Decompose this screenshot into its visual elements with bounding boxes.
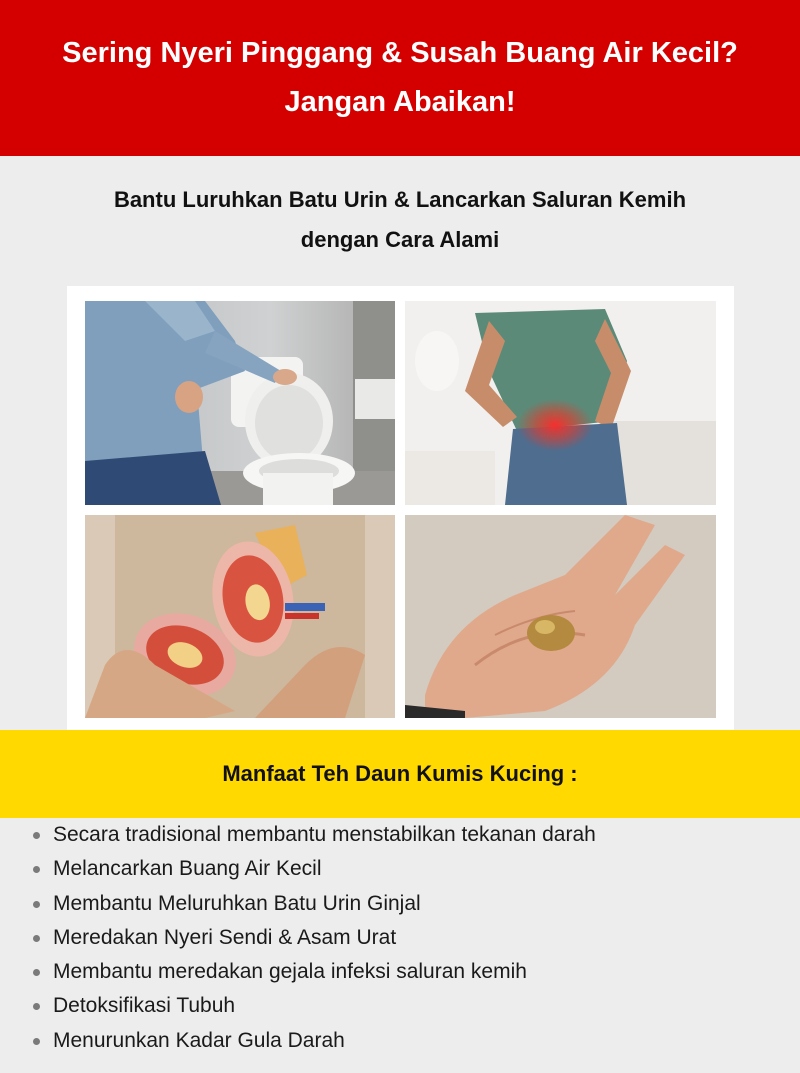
toilet-discomfort-photo <box>85 301 395 505</box>
hero-title-line-2: Jangan Abaikan! <box>284 86 516 118</box>
kidney-model-photo <box>85 515 395 718</box>
bullet-icon <box>33 1003 40 1010</box>
benefit-item <box>0 1024 596 1058</box>
benefit-text: Meredakan Nyeri Sendi & Asam Urat <box>53 925 397 949</box>
benefit-item <box>0 989 596 1023</box>
benefit-item <box>0 921 596 955</box>
lower-back-pain-photo <box>405 301 716 505</box>
subheading-line-1: Bantu Luruhkan Batu Urin & Lancarkan Saluran Kemih <box>113 187 687 212</box>
bullet-icon <box>33 1038 40 1045</box>
benefits-banner <box>0 730 800 818</box>
benefit-item <box>0 887 596 921</box>
benefit-text: Melancarkan Buang Air Kecil <box>53 857 322 881</box>
bullet-icon <box>33 935 40 942</box>
benefit-item <box>0 955 596 989</box>
benefits-list <box>0 818 596 1058</box>
hero-title-line-1: Sering Nyeri Pinggang & Susah Buang Air Kecil? <box>62 37 738 69</box>
bullet-icon <box>33 866 40 873</box>
hero-banner <box>0 0 800 156</box>
subheading-line-2: dengan Cara Alami <box>300 227 500 252</box>
bullet-icon <box>33 969 40 976</box>
photo-collage <box>67 286 734 730</box>
benefit-text: Membantu Meluruhkan Batu Urin Ginjal <box>53 891 421 915</box>
benefit-text: Membantu meredakan gejala infeksi saluran kemih <box>53 960 527 984</box>
hero-title <box>62 29 738 127</box>
benefit-item <box>0 818 596 852</box>
benefit-text: Menurunkan Kadar Gula Darah <box>53 1028 345 1052</box>
benefit-text: Detoksifikasi Tubuh <box>53 994 236 1018</box>
benefits-title: Manfaat Teh Daun Kumis Kucing : <box>222 761 578 786</box>
benefit-text: Secara tradisional membantu menstabilkan tekanan darah <box>53 823 596 846</box>
bullet-icon <box>33 832 40 839</box>
bullet-icon <box>33 901 40 908</box>
subheading <box>0 180 800 260</box>
kidney-stone-in-palm-photo <box>405 515 716 718</box>
benefit-item <box>0 852 596 886</box>
